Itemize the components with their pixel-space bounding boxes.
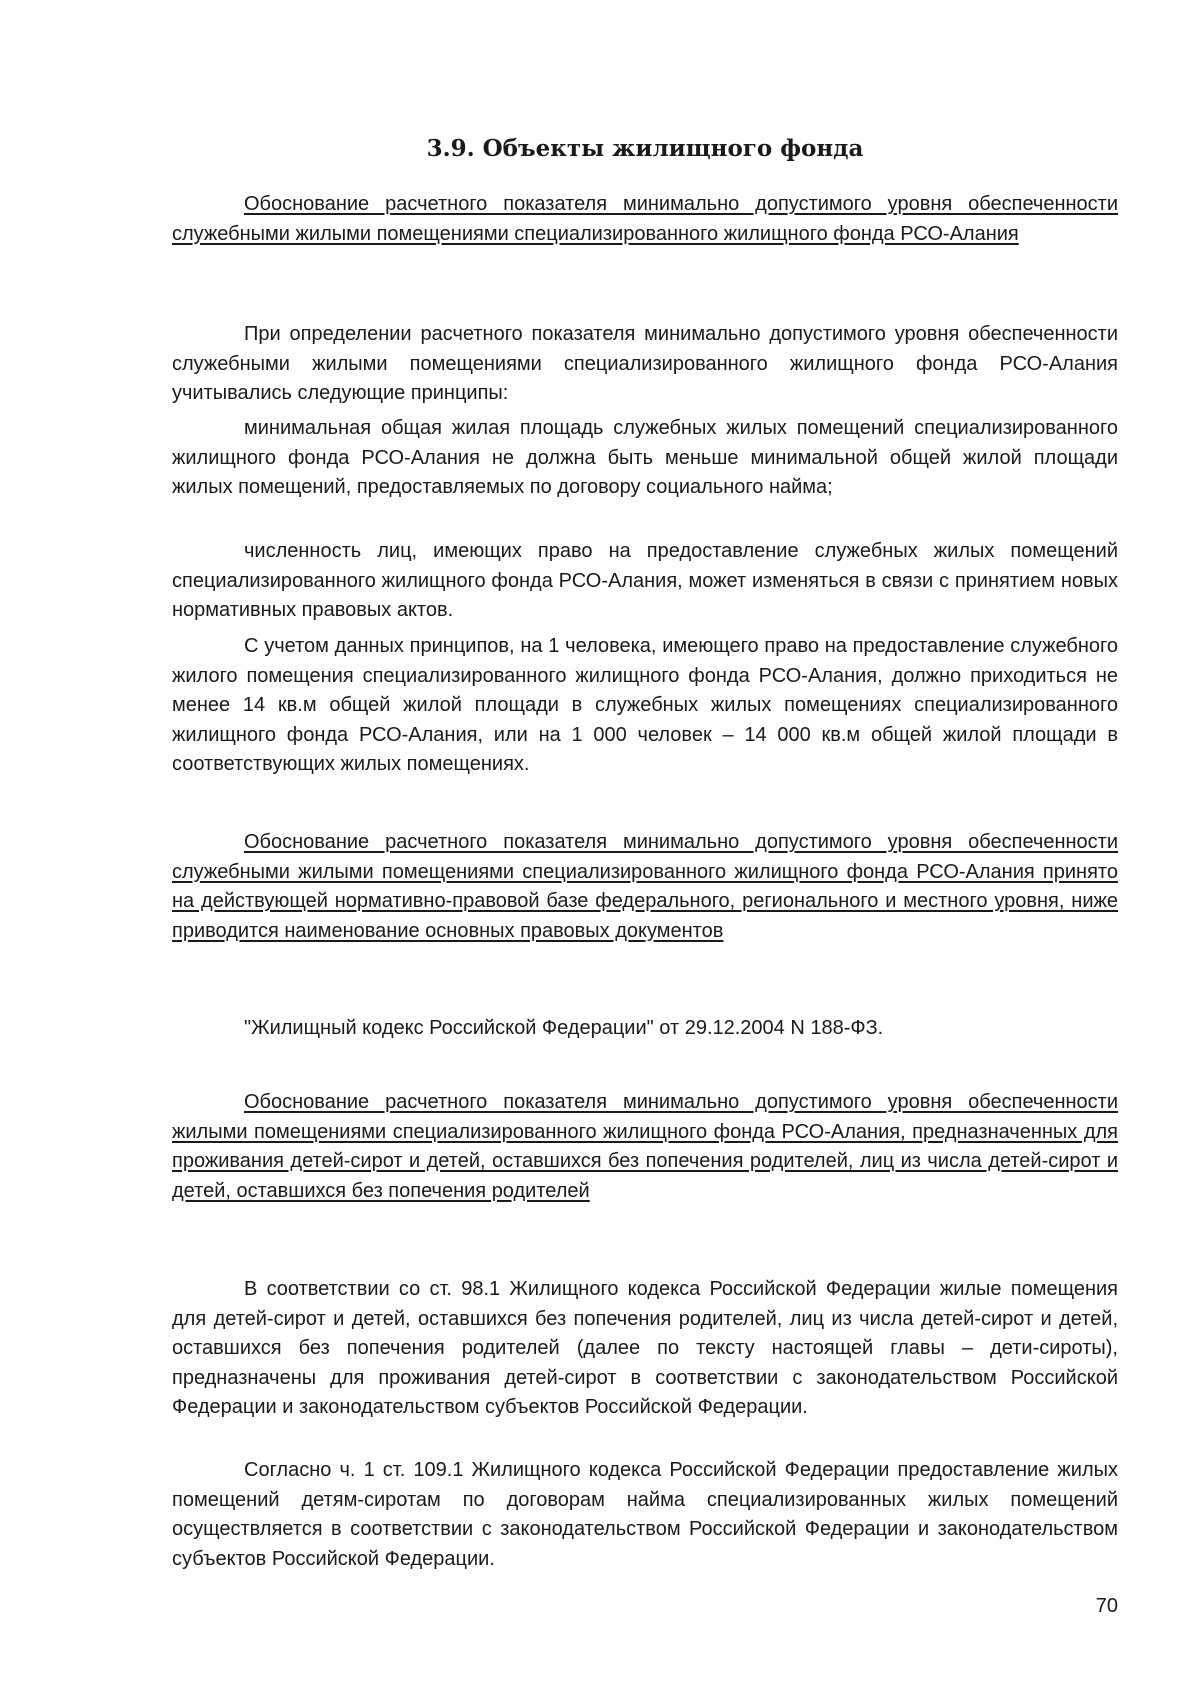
section1-paragraph-3: численность лиц, имеющих право на предоставление служебных жилых помещений специализированного жилищного фонда РСО-Алания, может изменяться в связи с принятием новых нормативных правовых актов. <box>172 540 1118 621</box>
section3-paragraph-1: В соответствии со ст. 98.1 Жилищного кодекса Российской Федерации жилые помещения для детей-сирот и детей, оставшихся без попечения родителей, лиц из числа детей-сирот и детей, оставшихся без попечения родителей (далее по тексту настоящей главы – дети-сироты), предназначены для проживания детей-сирот в соответствии с законодательством Российской Федерации и законодательством субъектов Российской Федерации. <box>172 1278 1118 1418</box>
section3-heading: Обоснование расчетного показателя минимально допустимого уровня обеспеченности жилыми помещениями специализированного жилищного фонда РСО-Алания, предназначенных для проживания детей-сирот и детей, оставшихся без попечения родителей, лиц из числа детей-сирот и детей, оставшихся без попечения родителей <box>172 1091 1118 1202</box>
section1-paragraph-4: С учетом данных принципов, на 1 человека, имеющего право на предоставление служебного жилого помещения специализированного жилищного фонда РСО-Алания, должно приходиться не менее 14 кв.м общей жилой площади в служебных жилых помещениях специализированного жилищного фонда РСО-Алания, или на 1 000 человек – 14 000 кв.м общей жилой площади в соответствующих жилых помещениях. <box>172 635 1118 775</box>
section1-paragraph-1: При определении расчетного показателя минимально допустимого уровня обеспеченности служебными жилыми помещениями специализированного жилищного фонда РСО-Алания учитывались следующие принципы: <box>172 323 1118 404</box>
section3-paragraph-2: Согласно ч. 1 ст. 109.1 Жилищного кодекса Российской Федерации предоставление жилых помещений детям-сиротам по договорам найма специализированных жилых помещений осуществляется в соответствии с законодательством Российской Федерации и законодательством субъектов Российской Федерации. <box>172 1459 1118 1570</box>
page-number: 70 <box>1095 1595 1118 1617</box>
section1-paragraph-2: минимальная общая жилая площадь служебных жилых помещений специализированного жилищного фонда РСО-Алания не должна быть меньше минимальной общей жилой площади жилых помещений, предоставляемых по договору социального найма; <box>172 417 1118 498</box>
section-title: 3.9. Объекты жилищного фонда <box>426 135 864 162</box>
section2-heading: Обоснование расчетного показателя минимально допустимого уровня обеспеченности служебными жилыми помещениями специализированного жилищного фонда РСО-Алания принято на действующей нормативно-правовой базе федерального, регионального и местного уровня, ниже приводится наименование основных правовых документов <box>172 831 1118 942</box>
section1-heading: Обоснование расчетного показателя минимально допустимого уровня обеспеченности служебными жилыми помещениями специализированного жилищного фонда РСО-Алания <box>172 193 1118 245</box>
section2-document: "Жилищный кодекс Российской Федерации" от 29.12.2004 N 188-ФЗ. <box>244 1017 884 1039</box>
